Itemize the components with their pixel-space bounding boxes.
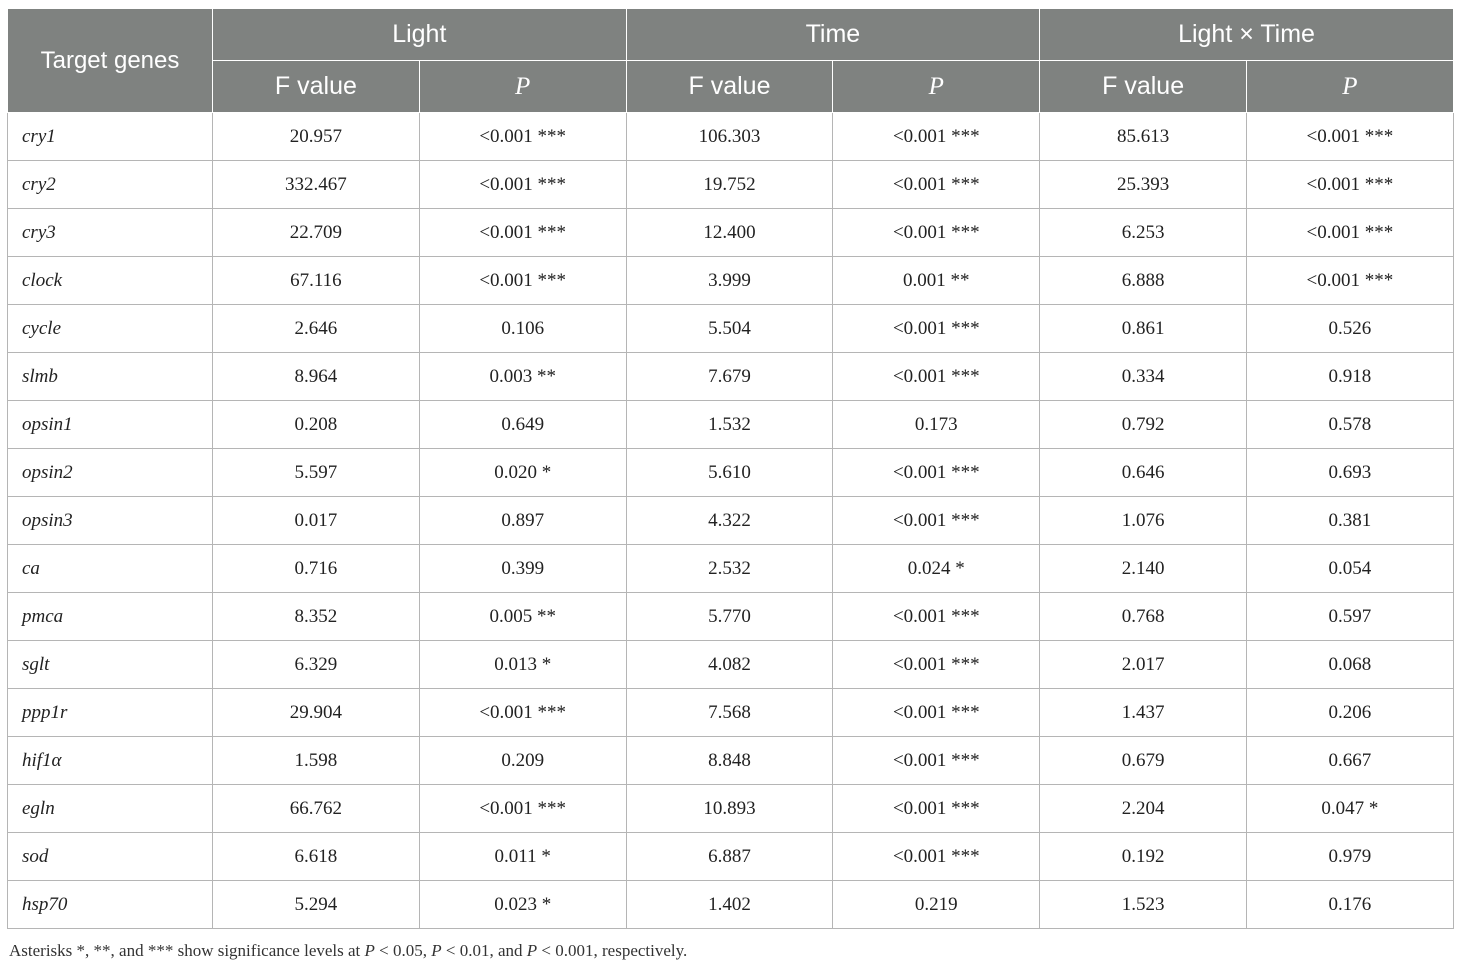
time-p-cell: <0.001 ***: [833, 593, 1040, 641]
time-f-value-cell: 106.303: [626, 113, 833, 161]
gene-name-cell: clock: [8, 257, 213, 305]
interaction-f-value-cell: 0.792: [1040, 401, 1247, 449]
light-p-cell: 0.106: [419, 305, 626, 353]
table-row: [8, 209, 1454, 257]
time-p-cell: <0.001 ***: [833, 305, 1040, 353]
light-p-cell: 0.649: [419, 401, 626, 449]
time-p-cell: <0.001 ***: [833, 497, 1040, 545]
interaction-f-value-cell: 2.140: [1040, 545, 1247, 593]
time-p-cell: 0.001 **: [833, 257, 1040, 305]
time-f-value-cell: 4.082: [626, 641, 833, 689]
time-f-value-cell: 10.893: [626, 785, 833, 833]
time-p-cell: <0.001 ***: [833, 833, 1040, 881]
table-row: [8, 833, 1454, 881]
interaction-f-value-cell: 6.888: [1040, 257, 1247, 305]
light-p-cell: <0.001 ***: [419, 161, 626, 209]
table-row: [8, 689, 1454, 737]
gene-name-cell: hsp70: [8, 881, 213, 929]
time-p-cell: 0.024 *: [833, 545, 1040, 593]
table-row: [8, 449, 1454, 497]
subheader-f-value: F value: [213, 61, 420, 113]
time-f-value-cell: 1.402: [626, 881, 833, 929]
light-f-value-cell: 22.709: [213, 209, 420, 257]
light-p-cell: <0.001 ***: [419, 209, 626, 257]
interaction-f-value-cell: 0.679: [1040, 737, 1247, 785]
light-p-cell: 0.023 *: [419, 881, 626, 929]
time-f-value-cell: 4.322: [626, 497, 833, 545]
table-row: [8, 353, 1454, 401]
gene-name-cell: cycle: [8, 305, 213, 353]
table-row: [8, 497, 1454, 545]
subheader-p: P: [1247, 61, 1454, 113]
interaction-p-cell: 0.597: [1247, 593, 1454, 641]
time-p-cell: <0.001 ***: [833, 113, 1040, 161]
gene-name-cell: opsin3: [8, 497, 213, 545]
time-p-cell: <0.001 ***: [833, 641, 1040, 689]
time-p-cell: <0.001 ***: [833, 353, 1040, 401]
table-row: [8, 785, 1454, 833]
interaction-f-value-cell: 6.253: [1040, 209, 1247, 257]
interaction-f-value-cell: 0.861: [1040, 305, 1247, 353]
interaction-p-cell: <0.001 ***: [1247, 113, 1454, 161]
gene-name-cell: cry2: [8, 161, 213, 209]
interaction-f-value-cell: 2.017: [1040, 641, 1247, 689]
subheader-p: P: [419, 61, 626, 113]
subheader-f-value: F value: [626, 61, 833, 113]
light-p-cell: 0.399: [419, 545, 626, 593]
interaction-p-cell: 0.054: [1247, 545, 1454, 593]
time-p-cell: <0.001 ***: [833, 209, 1040, 257]
time-f-value-cell: 3.999: [626, 257, 833, 305]
light-p-cell: 0.005 **: [419, 593, 626, 641]
time-f-value-cell: 7.568: [626, 689, 833, 737]
interaction-f-value-cell: 1.076: [1040, 497, 1247, 545]
gene-name-cell: opsin1: [8, 401, 213, 449]
gene-name-cell: sglt: [8, 641, 213, 689]
light-f-value-cell: 0.716: [213, 545, 420, 593]
light-p-cell: 0.020 *: [419, 449, 626, 497]
interaction-p-cell: 0.578: [1247, 401, 1454, 449]
time-f-value-cell: 2.532: [626, 545, 833, 593]
interaction-f-value-cell: 0.334: [1040, 353, 1247, 401]
gene-name-cell: pmca: [8, 593, 213, 641]
interaction-p-cell: <0.001 ***: [1247, 257, 1454, 305]
time-f-value-cell: 6.887: [626, 833, 833, 881]
interaction-p-cell: 0.206: [1247, 689, 1454, 737]
gene-name-cell: cry1: [8, 113, 213, 161]
subheader-p: P: [833, 61, 1040, 113]
light-f-value-cell: 6.618: [213, 833, 420, 881]
time-p-cell: <0.001 ***: [833, 161, 1040, 209]
footnote-p-symbol: P: [431, 941, 442, 960]
gene-name-cell: slmb: [8, 353, 213, 401]
light-f-value-cell: 2.646: [213, 305, 420, 353]
subheader-f-value: F value: [1040, 61, 1247, 113]
table-footnote: [9, 941, 687, 961]
light-f-value-cell: 67.116: [213, 257, 420, 305]
footnote-text: < 0.001, respectively.: [537, 941, 688, 960]
interaction-f-value-cell: 25.393: [1040, 161, 1247, 209]
light-p-cell: 0.011 *: [419, 833, 626, 881]
time-f-value-cell: 12.400: [626, 209, 833, 257]
group-header-interaction: Light × Time: [1040, 9, 1454, 61]
time-p-cell: 0.173: [833, 401, 1040, 449]
table-row: [8, 113, 1454, 161]
interaction-p-cell: 0.979: [1247, 833, 1454, 881]
light-f-value-cell: 66.762: [213, 785, 420, 833]
table-row: [8, 305, 1454, 353]
time-f-value-cell: 8.848: [626, 737, 833, 785]
time-p-cell: <0.001 ***: [833, 737, 1040, 785]
footnote-text: < 0.01, and: [441, 941, 527, 960]
interaction-p-cell: 0.693: [1247, 449, 1454, 497]
time-p-cell: <0.001 ***: [833, 785, 1040, 833]
table-row: [8, 737, 1454, 785]
interaction-f-value-cell: 2.204: [1040, 785, 1247, 833]
gene-name-cell: cry3: [8, 209, 213, 257]
table-row: [8, 641, 1454, 689]
time-f-value-cell: 5.770: [626, 593, 833, 641]
light-f-value-cell: 20.957: [213, 113, 420, 161]
interaction-f-value-cell: 85.613: [1040, 113, 1247, 161]
gene-name-cell: egln: [8, 785, 213, 833]
light-f-value-cell: 8.352: [213, 593, 420, 641]
table-row: [8, 401, 1454, 449]
light-f-value-cell: 0.017: [213, 497, 420, 545]
footnote-p-symbol: P: [364, 941, 375, 960]
footnote-text: Asterisks *, **, and *** show significance levels at: [9, 941, 365, 960]
light-p-cell: <0.001 ***: [419, 257, 626, 305]
light-f-value-cell: 0.208: [213, 401, 420, 449]
interaction-p-cell: 0.667: [1247, 737, 1454, 785]
time-f-value-cell: 19.752: [626, 161, 833, 209]
interaction-p-cell: 0.176: [1247, 881, 1454, 929]
table-row: [8, 257, 1454, 305]
light-p-cell: <0.001 ***: [419, 689, 626, 737]
light-f-value-cell: 8.964: [213, 353, 420, 401]
interaction-f-value-cell: 0.192: [1040, 833, 1247, 881]
time-f-value-cell: 1.532: [626, 401, 833, 449]
table-body: [8, 113, 1454, 929]
header-row-groups: [8, 9, 1454, 61]
time-p-cell: <0.001 ***: [833, 449, 1040, 497]
interaction-p-cell: 0.047 *: [1247, 785, 1454, 833]
interaction-p-cell: 0.068: [1247, 641, 1454, 689]
interaction-p-cell: 0.381: [1247, 497, 1454, 545]
light-p-cell: <0.001 ***: [419, 113, 626, 161]
light-f-value-cell: 1.598: [213, 737, 420, 785]
interaction-p-cell: 0.918: [1247, 353, 1454, 401]
light-p-cell: <0.001 ***: [419, 785, 626, 833]
target-genes-header: Target genes: [8, 9, 213, 113]
gene-name-cell: hif1α: [8, 737, 213, 785]
table-row: [8, 161, 1454, 209]
footnote-text: < 0.05,: [374, 941, 432, 960]
time-f-value-cell: 5.504: [626, 305, 833, 353]
light-f-value-cell: 5.597: [213, 449, 420, 497]
light-f-value-cell: 332.467: [213, 161, 420, 209]
table-row: [8, 593, 1454, 641]
light-p-cell: 0.897: [419, 497, 626, 545]
header-row-subheaders: [8, 61, 1454, 113]
light-p-cell: 0.209: [419, 737, 626, 785]
interaction-p-cell: <0.001 ***: [1247, 161, 1454, 209]
group-header-light: Light: [213, 9, 627, 61]
time-f-value-cell: 5.610: [626, 449, 833, 497]
gene-name-cell: opsin2: [8, 449, 213, 497]
table-row: [8, 545, 1454, 593]
gene-name-cell: sod: [8, 833, 213, 881]
light-p-cell: 0.003 **: [419, 353, 626, 401]
time-p-cell: 0.219: [833, 881, 1040, 929]
light-f-value-cell: 6.329: [213, 641, 420, 689]
group-header-time: Time: [626, 9, 1040, 61]
anova-table: [7, 8, 1454, 929]
interaction-f-value-cell: 0.646: [1040, 449, 1247, 497]
interaction-f-value-cell: 0.768: [1040, 593, 1247, 641]
interaction-f-value-cell: 1.523: [1040, 881, 1247, 929]
table-row: [8, 881, 1454, 929]
gene-name-cell: ca: [8, 545, 213, 593]
light-p-cell: 0.013 *: [419, 641, 626, 689]
gene-name-cell: ppp1r: [8, 689, 213, 737]
time-f-value-cell: 7.679: [626, 353, 833, 401]
light-f-value-cell: 5.294: [213, 881, 420, 929]
interaction-p-cell: <0.001 ***: [1247, 209, 1454, 257]
interaction-p-cell: 0.526: [1247, 305, 1454, 353]
time-p-cell: <0.001 ***: [833, 689, 1040, 737]
footnote-p-symbol: P: [526, 941, 538, 960]
interaction-f-value-cell: 1.437: [1040, 689, 1247, 737]
light-f-value-cell: 29.904: [213, 689, 420, 737]
